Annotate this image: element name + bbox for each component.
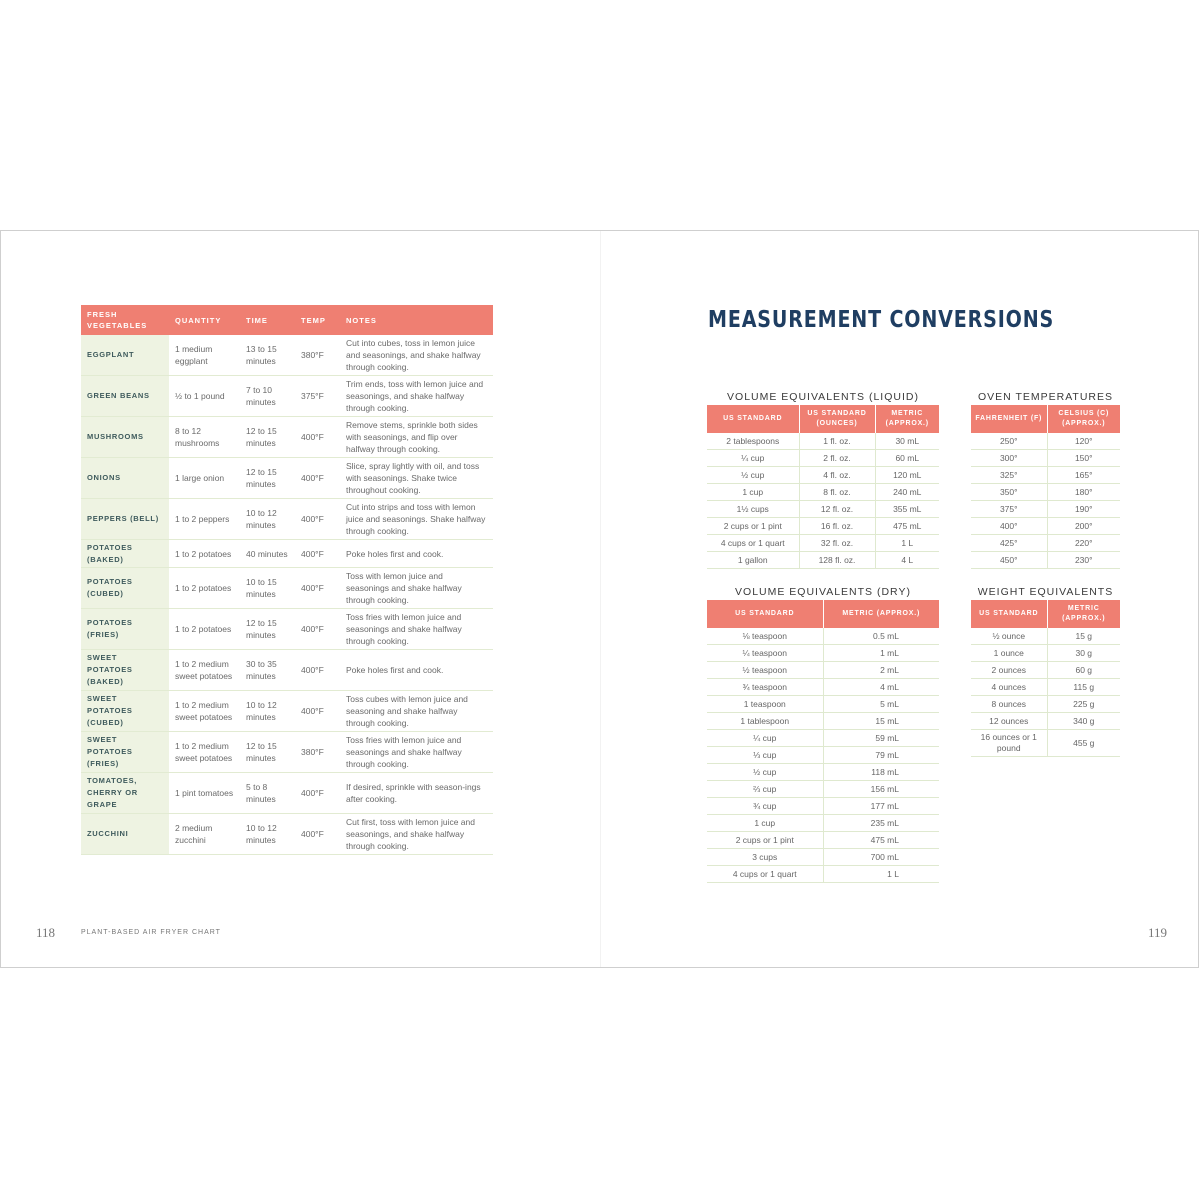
header-row: [707, 600, 939, 628]
table-cell: 1 fl. oz.: [799, 433, 875, 450]
table-row: [707, 501, 939, 518]
volume-dry-table: [707, 600, 939, 883]
table-cell: 8 fl. oz.: [799, 484, 875, 501]
table-cell: 30 mL: [875, 433, 939, 450]
table-row: [707, 713, 939, 730]
table-cell: 375°: [971, 501, 1047, 518]
table-row: [707, 696, 939, 713]
table-cell: ⅓ cup: [707, 747, 823, 764]
table-row: [81, 732, 493, 773]
table-cell: 177 mL: [823, 798, 939, 815]
table-cell: 0.5 mL: [823, 628, 939, 645]
table-row: [707, 815, 939, 832]
weight-equivalents-table: [971, 600, 1120, 757]
time-cell: 12 to 15 minutes: [240, 417, 295, 458]
vegetable-cell: EGGPLANT: [81, 335, 169, 376]
running-footer: PLANT-BASED AIR FRYER CHART: [81, 929, 221, 936]
vegetable-cell: MUSHROOMS: [81, 417, 169, 458]
table-row: [81, 417, 493, 458]
table-row: [707, 849, 939, 866]
table-cell: ½ cup: [707, 467, 799, 484]
weight-equivalents-title: WEIGHT EQUIVALENTS: [977, 586, 1114, 598]
table-row: [707, 832, 939, 849]
table-row: [707, 645, 939, 662]
table-row: [81, 335, 493, 376]
table-cell: 120 mL: [875, 467, 939, 484]
table-row: [707, 679, 939, 696]
time-cell: 10 to 12 minutes: [240, 814, 295, 855]
temp-cell: 400°F: [295, 609, 340, 650]
time-cell: 5 to 8 minutes: [240, 773, 295, 814]
table-cell: 1 ounce: [971, 645, 1047, 662]
table-cell: ⅔ cup: [707, 781, 823, 798]
table-row: [971, 628, 1120, 645]
table-cell: 400°: [971, 518, 1047, 535]
vegetable-cell: SWEET POTATOES (FRIES): [81, 732, 169, 773]
table-cell: 200°: [1047, 518, 1120, 535]
vegetable-cell: POTATOES (BAKED): [81, 540, 169, 568]
vegetable-cell: SWEET POTATOES (BAKED): [81, 650, 169, 691]
table-row: [971, 467, 1120, 484]
table-row: [707, 484, 939, 501]
table-cell: 2 cups or 1 pint: [707, 832, 823, 849]
page-title: MEASUREMENT CONVERSIONS: [708, 307, 1055, 333]
table-cell: 700 mL: [823, 849, 939, 866]
table-row: [81, 568, 493, 609]
table-cell: 235 mL: [823, 815, 939, 832]
time-cell: 10 to 12 minutes: [240, 499, 295, 540]
notes-cell: Trim ends, toss with lemon juice and seasonings, and shake halfway through cooking.: [340, 376, 493, 417]
table-cell: 115 g: [1047, 679, 1120, 696]
table-cell: 5 mL: [823, 696, 939, 713]
column-header: CELSIUS (C) (APPROX.): [1047, 405, 1120, 433]
book-spread: [0, 230, 1199, 968]
temp-cell: 380°F: [295, 335, 340, 376]
table-row: [707, 628, 939, 645]
column-header: TEMP: [295, 305, 340, 335]
table-cell: 60 g: [1047, 662, 1120, 679]
table-cell: 2 tablespoons: [707, 433, 799, 450]
table-row: [971, 679, 1120, 696]
table-cell: 16 ounces or 1 pound: [971, 730, 1047, 757]
table-row: [971, 696, 1120, 713]
column-header: NOTES: [340, 305, 493, 335]
table-cell: 156 mL: [823, 781, 939, 798]
notes-cell: If desired, sprinkle with season-ings after cooking.: [340, 773, 493, 814]
table-row: [971, 518, 1120, 535]
table-row: [81, 691, 493, 732]
table-row: [707, 764, 939, 781]
temp-cell: 375°F: [295, 376, 340, 417]
table-cell: 425°: [971, 535, 1047, 552]
table-row: [707, 866, 939, 883]
table-row: [707, 552, 939, 569]
table-cell: 350°: [971, 484, 1047, 501]
table-cell: 190°: [1047, 501, 1120, 518]
quantity-cell: 1 large onion: [169, 458, 240, 499]
volume-liquid-title: VOLUME EQUIVALENTS (LIQUID): [727, 391, 919, 403]
column-header: US STANDARD: [707, 405, 799, 433]
table-cell: 4 ounces: [971, 679, 1047, 696]
table-row: [971, 662, 1120, 679]
table-row: [81, 458, 493, 499]
table-cell: 2 fl. oz.: [799, 450, 875, 467]
table-cell: ½ cup: [707, 764, 823, 781]
time-cell: 10 to 12 minutes: [240, 691, 295, 732]
time-cell: 30 to 35 minutes: [240, 650, 295, 691]
table-cell: 225 g: [1047, 696, 1120, 713]
temp-cell: 400°F: [295, 814, 340, 855]
column-header: METRIC (APPROX.): [875, 405, 939, 433]
table-cell: 2 cups or 1 pint: [707, 518, 799, 535]
quantity-cell: 1 to 2 medium sweet potatoes: [169, 650, 240, 691]
column-header: TIME: [240, 305, 295, 335]
temp-cell: 400°F: [295, 458, 340, 499]
vegetable-cell: ONIONS: [81, 458, 169, 499]
table-row: [81, 376, 493, 417]
time-cell: 10 to 15 minutes: [240, 568, 295, 609]
temp-cell: 400°F: [295, 691, 340, 732]
left-page-number: 118: [36, 925, 56, 940]
table-cell: 1 gallon: [707, 552, 799, 569]
vegetable-cell: POTATOES (CUBED): [81, 568, 169, 609]
table-row: [971, 552, 1120, 569]
vegetable-cell: PEPPERS (BELL): [81, 499, 169, 540]
table-cell: 15 g: [1047, 628, 1120, 645]
table-row: [971, 450, 1120, 467]
table-cell: 1 mL: [823, 645, 939, 662]
table-row: [707, 747, 939, 764]
time-cell: 7 to 10 minutes: [240, 376, 295, 417]
table-row: [81, 609, 493, 650]
table-row: [81, 773, 493, 814]
column-header: FRESH VEGETABLES: [81, 305, 169, 335]
table-cell: 165°: [1047, 467, 1120, 484]
quantity-cell: 1 to 2 potatoes: [169, 568, 240, 609]
table-cell: 250°: [971, 433, 1047, 450]
volume-liquid-table: [707, 405, 939, 569]
table-cell: 1 L: [875, 535, 939, 552]
table-cell: 220°: [1047, 535, 1120, 552]
notes-cell: Cut into strips and toss with lemon juice and seasonings. Shake halfway through cooking.: [340, 499, 493, 540]
column-header: METRIC (APPROX.): [823, 600, 939, 628]
table-cell: 120°: [1047, 433, 1120, 450]
table-cell: 240 mL: [875, 484, 939, 501]
table-cell: 4 mL: [823, 679, 939, 696]
notes-cell: Slice, spray lightly with oil, and toss with seasonings. Shake twice throughout cooking.: [340, 458, 493, 499]
vegetable-cell: POTATOES (FRIES): [81, 609, 169, 650]
table-row: [971, 433, 1120, 450]
table-row: [707, 450, 939, 467]
table-cell: 1 cup: [707, 815, 823, 832]
quantity-cell: 2 medium zucchini: [169, 814, 240, 855]
right-page-number: 119: [1148, 925, 1168, 940]
quantity-cell: 1 to 2 potatoes: [169, 609, 240, 650]
table-row: [971, 501, 1120, 518]
table-cell: 79 mL: [823, 747, 939, 764]
table-cell: 325°: [971, 467, 1047, 484]
notes-cell: Toss fries with lemon juice and seasonings and shake halfway through cooking.: [340, 732, 493, 773]
notes-cell: Toss cubes with lemon juice and seasoning and shake halfway through cooking.: [340, 691, 493, 732]
column-header: FAHRENHEIT (F): [971, 405, 1047, 433]
table-cell: 1 tablespoon: [707, 713, 823, 730]
table-row: [971, 730, 1120, 757]
table-cell: 3 cups: [707, 849, 823, 866]
table-cell: ¼ cup: [707, 730, 823, 747]
table-cell: 230°: [1047, 552, 1120, 569]
table-cell: 1 teaspoon: [707, 696, 823, 713]
page-gutter: [600, 231, 601, 967]
table-row: [81, 499, 493, 540]
table-cell: 2 mL: [823, 662, 939, 679]
table-cell: ⅛ teaspoon: [707, 628, 823, 645]
table-row: [971, 645, 1120, 662]
air-fryer-header-row: [81, 305, 493, 335]
temp-cell: 400°F: [295, 540, 340, 568]
notes-cell: Remove stems, sprinkle both sides with seasonings, and flip over halfway through cooking.: [340, 417, 493, 458]
table-row: [707, 518, 939, 535]
table-cell: 300°: [971, 450, 1047, 467]
quantity-cell: 8 to 12 mushrooms: [169, 417, 240, 458]
table-row: [707, 730, 939, 747]
table-cell: 150°: [1047, 450, 1120, 467]
quantity-cell: 1 to 2 medium sweet potatoes: [169, 732, 240, 773]
table-cell: ½ ounce: [971, 628, 1047, 645]
time-cell: 12 to 15 minutes: [240, 458, 295, 499]
temp-cell: 400°F: [295, 417, 340, 458]
table-cell: 8 ounces: [971, 696, 1047, 713]
table-row: [81, 650, 493, 691]
table-row: [707, 535, 939, 552]
table-cell: 118 mL: [823, 764, 939, 781]
column-header: US STANDARD: [971, 600, 1047, 628]
table-row: [971, 713, 1120, 730]
table-cell: 475 mL: [875, 518, 939, 535]
quantity-cell: 1 medium eggplant: [169, 335, 240, 376]
table-cell: 12 ounces: [971, 713, 1047, 730]
table-cell: 16 fl. oz.: [799, 518, 875, 535]
volume-dry-title: VOLUME EQUIVALENTS (DRY): [735, 586, 911, 598]
table-row: [707, 781, 939, 798]
vegetable-cell: GREEN BEANS: [81, 376, 169, 417]
oven-temperatures-title: OVEN TEMPERATURES: [977, 391, 1114, 403]
header-row: [707, 405, 939, 433]
quantity-cell: 1 to 2 potatoes: [169, 540, 240, 568]
table-cell: 450°: [971, 552, 1047, 569]
vegetable-cell: ZUCCHINI: [81, 814, 169, 855]
table-cell: 1½ cups: [707, 501, 799, 518]
temp-cell: 380°F: [295, 732, 340, 773]
column-header: QUANTITY: [169, 305, 240, 335]
table-cell: 340 g: [1047, 713, 1120, 730]
table-cell: ¼ teaspoon: [707, 645, 823, 662]
table-row: [971, 535, 1120, 552]
notes-cell: Toss with lemon juice and seasonings and shake halfway through cooking.: [340, 568, 493, 609]
table-cell: 128 fl. oz.: [799, 552, 875, 569]
table-cell: 32 fl. oz.: [799, 535, 875, 552]
table-row: [707, 467, 939, 484]
notes-cell: Toss fries with lemon juice and seasonings and shake halfway through cooking.: [340, 609, 493, 650]
table-cell: 355 mL: [875, 501, 939, 518]
time-cell: 12 to 15 minutes: [240, 732, 295, 773]
notes-cell: Cut into cubes, toss in lemon juice and seasonings, and shake halfway through cooking.: [340, 335, 493, 376]
table-cell: ½ teaspoon: [707, 662, 823, 679]
table-cell: ¾ cup: [707, 798, 823, 815]
table-cell: 59 mL: [823, 730, 939, 747]
quantity-cell: ½ to 1 pound: [169, 376, 240, 417]
column-header: US STANDARD: [707, 600, 823, 628]
table-cell: 30 g: [1047, 645, 1120, 662]
temp-cell: 400°F: [295, 650, 340, 691]
table-cell: 2 ounces: [971, 662, 1047, 679]
table-cell: ¾ teaspoon: [707, 679, 823, 696]
table-cell: 15 mL: [823, 713, 939, 730]
time-cell: 40 minutes: [240, 540, 295, 568]
column-header: METRIC (APPROX.): [1047, 600, 1120, 628]
notes-cell: Poke holes first and cook.: [340, 540, 493, 568]
table-cell: 1 L: [823, 866, 939, 883]
temp-cell: 400°F: [295, 499, 340, 540]
quantity-cell: 1 pint tomatoes: [169, 773, 240, 814]
time-cell: 12 to 15 minutes: [240, 609, 295, 650]
vegetable-cell: TOMATOES, CHERRY OR GRAPE: [81, 773, 169, 814]
table-cell: 12 fl. oz.: [799, 501, 875, 518]
column-header: US STANDARD (OUNCES): [799, 405, 875, 433]
table-cell: 4 cups or 1 quart: [707, 535, 799, 552]
notes-cell: Cut first, toss with lemon juice and seasonings, and shake halfway through cooking.: [340, 814, 493, 855]
air-fryer-table: [81, 305, 493, 855]
notes-cell: Poke holes first and cook.: [340, 650, 493, 691]
header-row: [971, 600, 1120, 628]
temp-cell: 400°F: [295, 568, 340, 609]
table-row: [707, 662, 939, 679]
oven-temperatures-table: [971, 405, 1120, 569]
table-cell: 455 g: [1047, 730, 1120, 757]
table-row: [81, 540, 493, 568]
table-cell: 475 mL: [823, 832, 939, 849]
temp-cell: 400°F: [295, 773, 340, 814]
quantity-cell: 1 to 2 peppers: [169, 499, 240, 540]
time-cell: 13 to 15 minutes: [240, 335, 295, 376]
header-row: [971, 405, 1120, 433]
table-cell: 180°: [1047, 484, 1120, 501]
table-row: [707, 798, 939, 815]
table-cell: 4 fl. oz.: [799, 467, 875, 484]
quantity-cell: 1 to 2 medium sweet potatoes: [169, 691, 240, 732]
table-cell: 4 cups or 1 quart: [707, 866, 823, 883]
table-row: [81, 814, 493, 855]
table-cell: 60 mL: [875, 450, 939, 467]
table-cell: ¼ cup: [707, 450, 799, 467]
vegetable-cell: SWEET POTATOES (CUBED): [81, 691, 169, 732]
table-cell: 4 L: [875, 552, 939, 569]
table-row: [971, 484, 1120, 501]
table-row: [707, 433, 939, 450]
table-cell: 1 cup: [707, 484, 799, 501]
